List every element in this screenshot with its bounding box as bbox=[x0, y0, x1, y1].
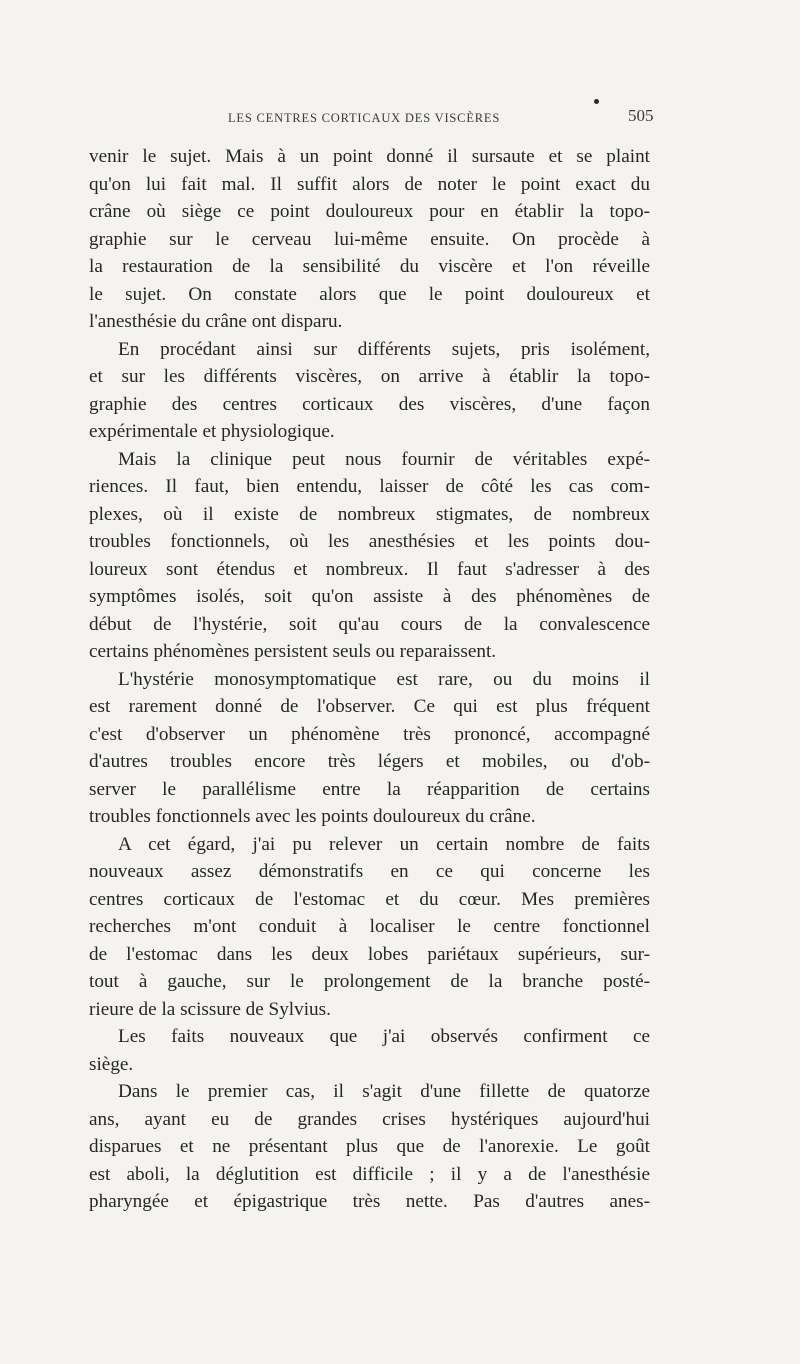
text-line: loureux sont étendus et nombreux. Il faut s'adresser à des bbox=[89, 558, 650, 580]
text-line: troubles fonctionnels avec les points douloureux du crâne. bbox=[89, 806, 536, 827]
text-line: nouveaux assez démonstratifs en ce qui concerne les bbox=[89, 861, 650, 882]
text-line: ans, ayant eu de grandes crises hystériques aujourd'hui bbox=[89, 1108, 650, 1130]
text-line: plexes, où il existe de nombreux stigmates, de nombreux bbox=[89, 503, 650, 525]
text-line: certains phénomènes persistent seuls ou reparaissent. bbox=[89, 641, 497, 662]
text-line: server le parallélisme entre la réapparition de certains bbox=[89, 778, 650, 800]
paragraph-first-line: En procédant ainsi sur différents sujets, pris isolément, bbox=[118, 338, 650, 360]
text-line: le sujet. On constate alors que le point douloureux et bbox=[89, 283, 650, 305]
paragraph-first-line: Les faits nouveaux que j'ai observés confirment ce bbox=[118, 1026, 650, 1047]
text-line: de l'estomac dans les deux lobes pariétaux supérieurs, sur- bbox=[89, 943, 650, 965]
text-line: début de l'hystérie, soit qu'au cours de la convalescence bbox=[89, 613, 650, 635]
text-line: venir le sujet. Mais à un point donné il sursaute et se plaint bbox=[89, 146, 650, 167]
text-line: pharyngée et épigastrique très nette. Pas d'autres anes- bbox=[89, 1191, 650, 1212]
text-line: recherches m'ont conduit à localiser le centre fonctionnel bbox=[89, 916, 650, 937]
body-text bbox=[89, 143, 650, 1216]
text-line: la restauration de la sensibilité du viscère et l'on réveille bbox=[89, 256, 650, 277]
text-line: qu'on lui fait mal. Il suffit alors de noter le point exact du bbox=[89, 173, 650, 195]
text-line: troubles fonctionnels, où les anesthésies et les points dou- bbox=[89, 531, 650, 552]
text-line: l'anesthésie du crâne ont disparu. bbox=[89, 311, 343, 332]
text-line: et sur les différents viscères, on arrive à établir la topo- bbox=[89, 366, 650, 387]
text-line: c'est d'observer un phénomène très prononcé, accompagné bbox=[89, 723, 650, 745]
text-line: graphie sur le cerveau lui-même ensuite. On procède à bbox=[89, 228, 650, 250]
text-line: expérimentale et physiologique. bbox=[89, 421, 335, 442]
text-line: disparues et ne présentant plus que de l'anorexie. Le goût bbox=[89, 1136, 650, 1157]
text-line: d'autres troubles encore très légers et mobiles, ou d'ob- bbox=[89, 751, 650, 772]
text-line: siège. bbox=[89, 1053, 134, 1075]
text-line: est rarement donné de l'observer. Ce qui est plus fréquent bbox=[89, 696, 650, 717]
text-line: crâne où siège ce point douloureux pour en établir la topo- bbox=[89, 201, 650, 222]
running-head: LES CENTRES CORTICAUX DES VISCÈRES bbox=[228, 111, 501, 125]
paragraph-first-line: A cet égard, j'ai pu relever un certain nombre de faits bbox=[118, 833, 650, 855]
text-line: graphie des centres corticaux des viscères, d'une façon bbox=[89, 393, 650, 415]
paragraph-first-line: L'hystérie monosymptomatique est rare, ou du moins il bbox=[118, 668, 650, 690]
text-line: symptômes isolés, soit qu'on assiste à des phénomènes de bbox=[89, 586, 650, 607]
text-line: est aboli, la déglutition est difficile ; il y a de l'anesthésie bbox=[89, 1163, 650, 1185]
paragraph-first-line: Mais la clinique peut nous fournir de véritables expé- bbox=[118, 448, 650, 470]
text-line: rieure de la scissure de Sylvius. bbox=[89, 998, 331, 1020]
page-number: 505 bbox=[628, 106, 654, 125]
text-line: centres corticaux de l'estomac et du cœur. Mes premières bbox=[89, 888, 650, 910]
ink-dot bbox=[594, 99, 599, 104]
text-line: tout à gauche, sur le prolongement de la branche posté- bbox=[89, 971, 650, 992]
text-line: riences. Il faut, bien entendu, laisser de côté les cas com- bbox=[89, 476, 650, 497]
paragraph-first-line: Dans le premier cas, il s'agit d'une fillette de quatorze bbox=[118, 1081, 650, 1102]
